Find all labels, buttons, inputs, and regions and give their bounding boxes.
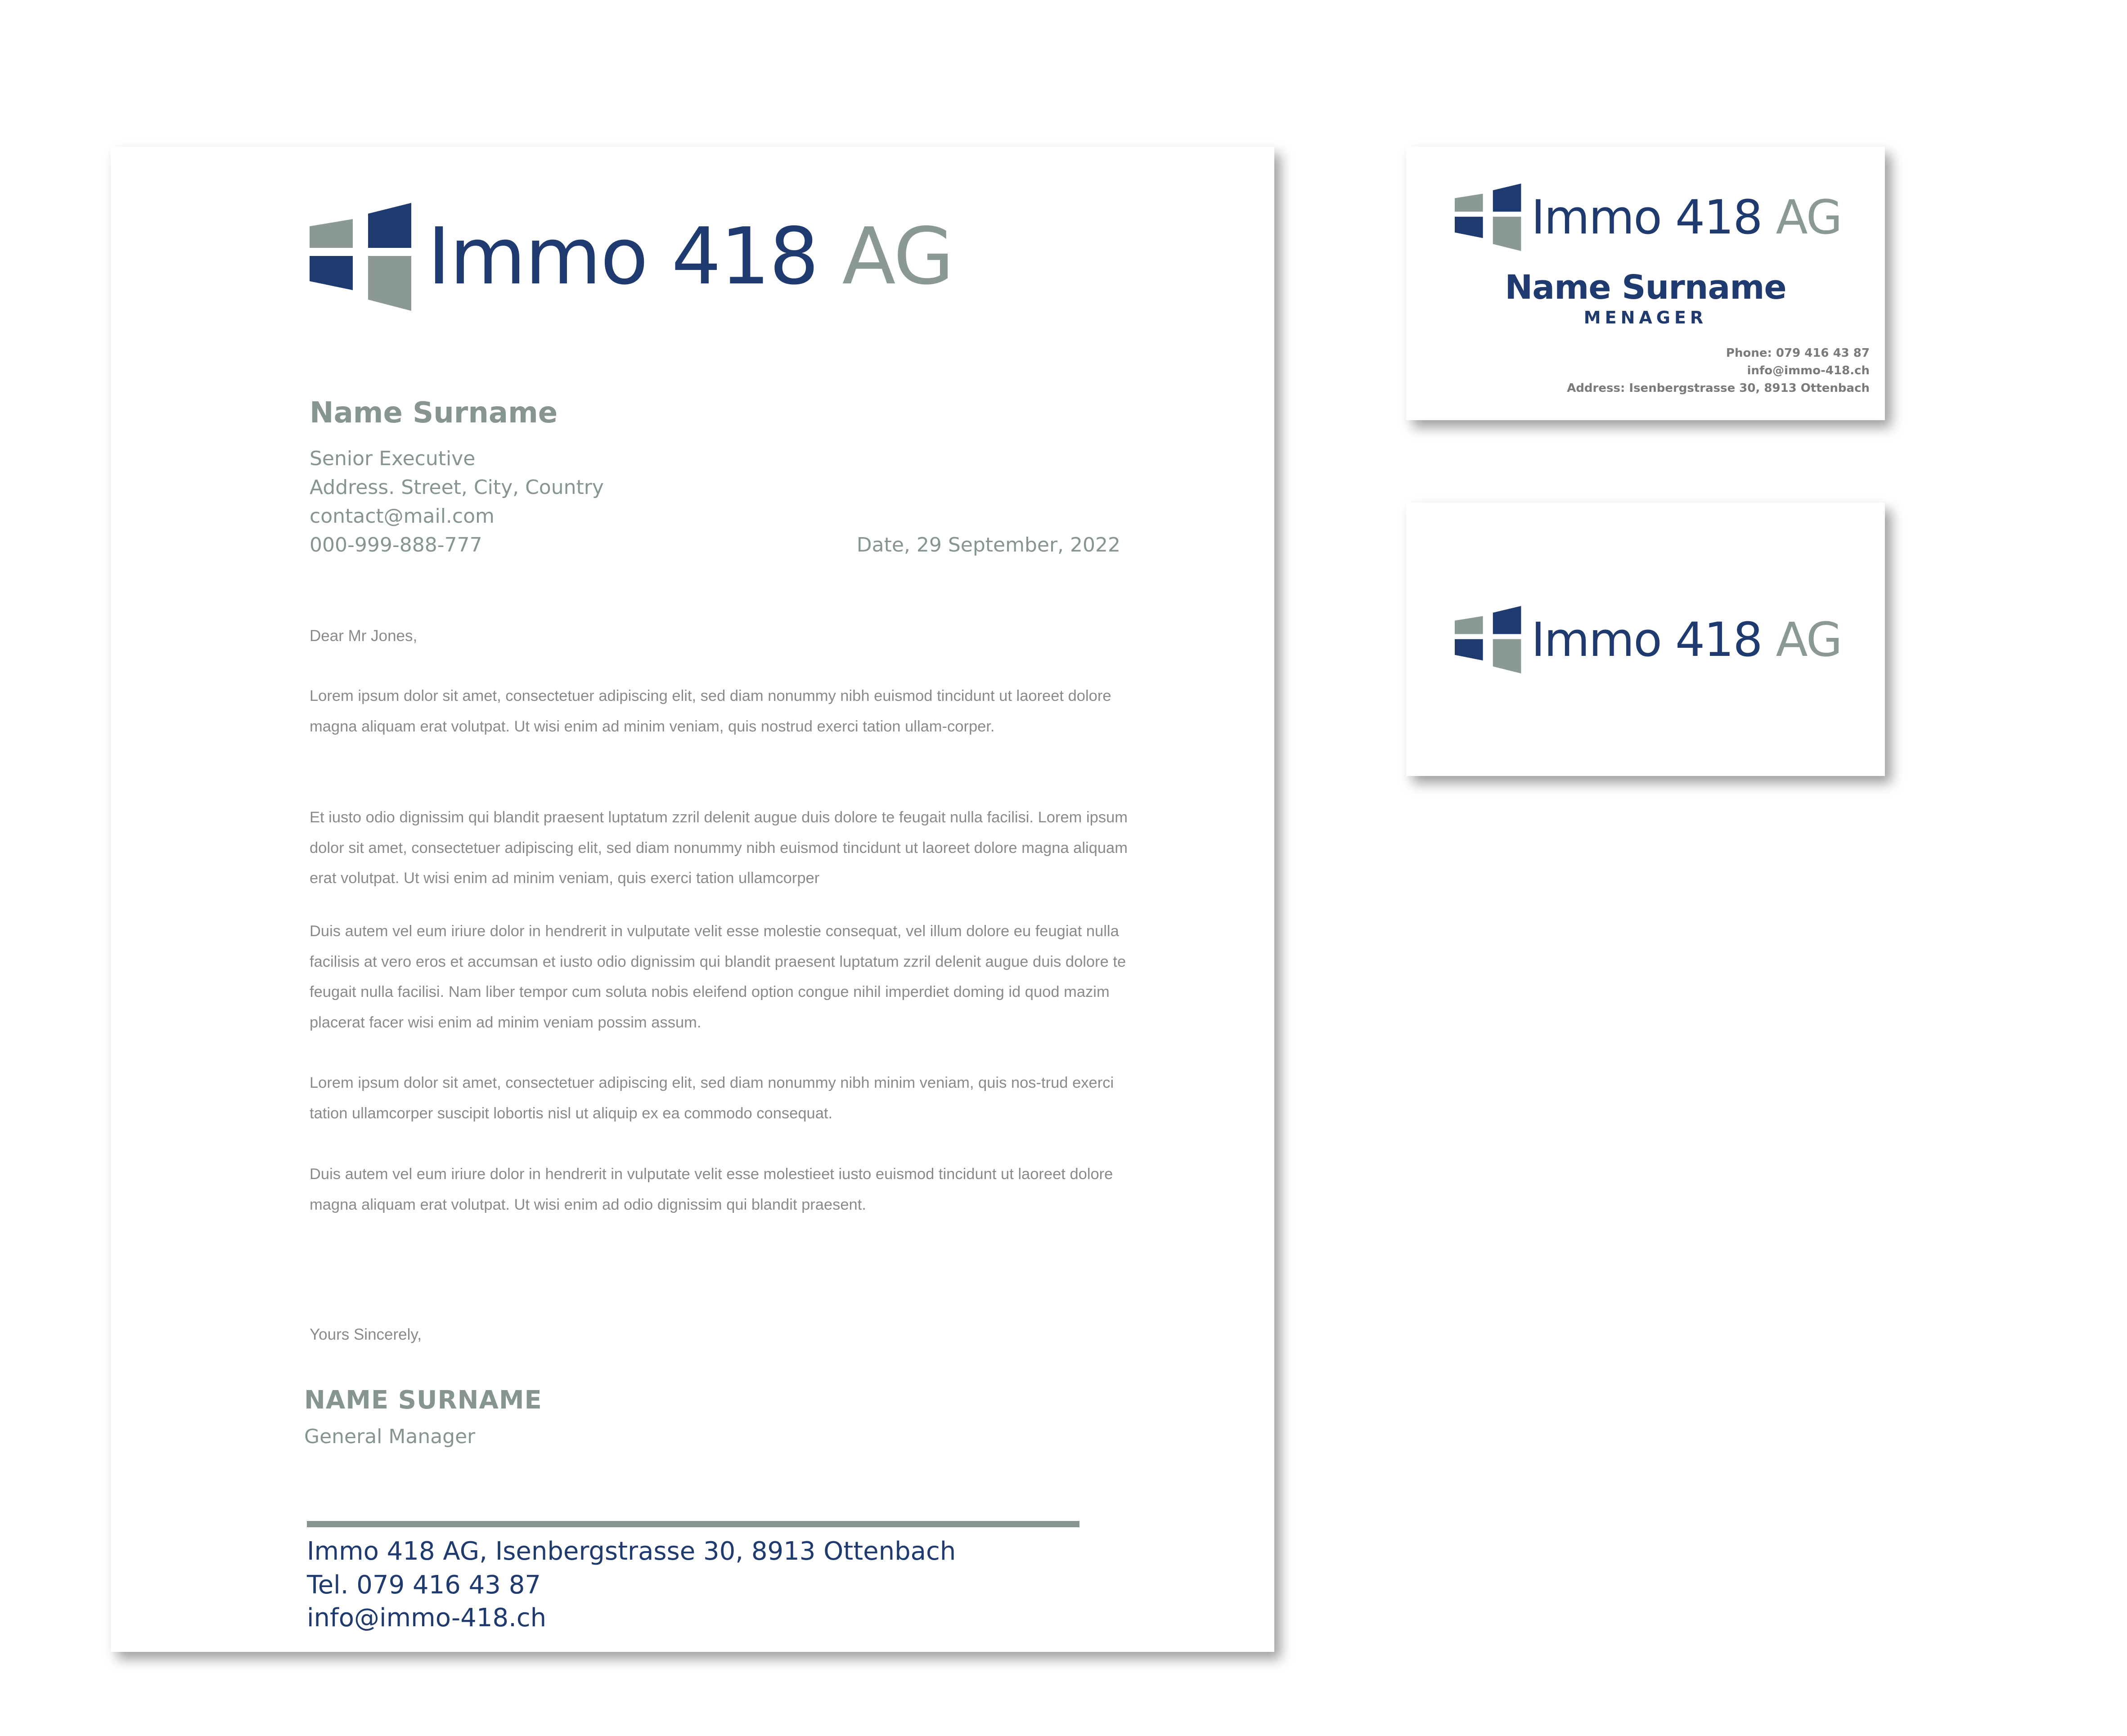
window-logo-icon: [1455, 606, 1522, 673]
footer-phone: Tel. 079 416 43 87: [307, 1570, 541, 1600]
wordmark-main: Immo 418: [1531, 190, 1762, 245]
card-address: Address: Isenbergstrasse 30, 8913 Ottenbach: [1567, 381, 1870, 395]
wordmark-suffix: AG: [1776, 612, 1842, 667]
sender-phone: 000-999-888-777: [310, 534, 482, 556]
closing: Yours Sincerely,: [310, 1326, 422, 1343]
card-role: MENAGER: [1583, 308, 1708, 327]
window-logo-icon: [310, 203, 413, 311]
card-phone: Phone: 079 416 43 87: [1726, 346, 1870, 360]
wordmark: [427, 203, 953, 311]
wordmark: [1531, 184, 1841, 251]
footer-address: Immo 418 AG, Isenbergstrasse 30, 8913 Ottenbach: [307, 1537, 956, 1566]
card-email: info@immo-418.ch: [1747, 364, 1870, 377]
signature-title: General Manager: [304, 1425, 476, 1448]
body-paragraph: Et iusto odio dignissim qui blandit praesent luptatum zzril delenit augue duis dolore te feugait nulla facilisi. Lorem ipsum dolor sit amet, consectetuer adipiscing elit, sed diam nonummy nibh euismod tincidunt ut laoreet dolore magna aliquam erat volutpat. Ut wisi enim ad minim veniam, quis exerci tation ullamcorper: [310, 809, 1128, 887]
letter-date: Date, 29 September, 2022: [856, 534, 1120, 556]
card-name: Name Surname: [1505, 268, 1786, 307]
wordmark-main: Immo 418: [1531, 612, 1762, 667]
letterhead-page: [111, 147, 1274, 1652]
body-paragraph: Lorem ipsum dolor sit amet, consectetuer adipiscing elit, sed diam nonummy nibh euismod tincidunt ut laoreet dolore magna aliquam erat volutpat. Ut wisi enim ad minim veniam, quis nostrud exerci tation ullam-corper.: [310, 687, 1111, 735]
wordmark: [1531, 606, 1841, 673]
body-paragraph: Duis autem vel eum iriure dolor in hendrerit in vulputate velit esse molestie consequat, vel illum dolore eu feugiat nulla facilisis at vero eros et accumsan et iusto odio dignissim qui blandit praesent luptatum zzril delenit augue duis dolore te feugait nulla facilisi. Nam liber tempor cum soluta nobis eleifend option congue nihil imperdiet doming id quod mazim placerat facer wisi enim ad minim veniam possim assum.: [310, 923, 1126, 1031]
card-front-logo: [1455, 184, 1860, 251]
salutation: Dear Mr Jones,: [310, 627, 418, 645]
wordmark-suffix: AG: [842, 211, 953, 302]
sender-address: Address. Street, City, Country: [310, 476, 604, 499]
footer-email: info@immo-418.ch: [307, 1603, 547, 1633]
wordmark-suffix: AG: [1776, 190, 1842, 245]
sender-email: contact@mail.com: [310, 505, 495, 528]
business-card-back: [1406, 502, 1885, 776]
sender-name: Name Surname: [310, 396, 558, 430]
body-paragraph: Lorem ipsum dolor sit amet, consectetuer adipiscing elit, sed diam nonummy nibh minim veniam, quis nos-trud exerci tation ullamcorper suscipit lobortis nisl ut aliquip ex ea commodo consequat.: [310, 1074, 1114, 1122]
signature-name: NAME SURNAME: [304, 1386, 542, 1415]
sender-title: Senior Executive: [310, 447, 476, 470]
body-paragraph: Duis autem vel eum iriure dolor in hendrerit in vulputate velit esse molestieet iusto euismod tincidunt ut laoreet dolore magna aliquam erat volutpat. Ut wisi enim ad odio dignissim qui blandit praesent.: [310, 1166, 1113, 1213]
business-card-front: [1406, 147, 1885, 420]
letter-logo: [310, 203, 953, 320]
card-back-logo: [1455, 606, 1860, 673]
wordmark-main: Immo 418: [427, 211, 818, 302]
window-logo-icon: [1455, 184, 1522, 251]
footer-divider: [307, 1521, 1079, 1527]
